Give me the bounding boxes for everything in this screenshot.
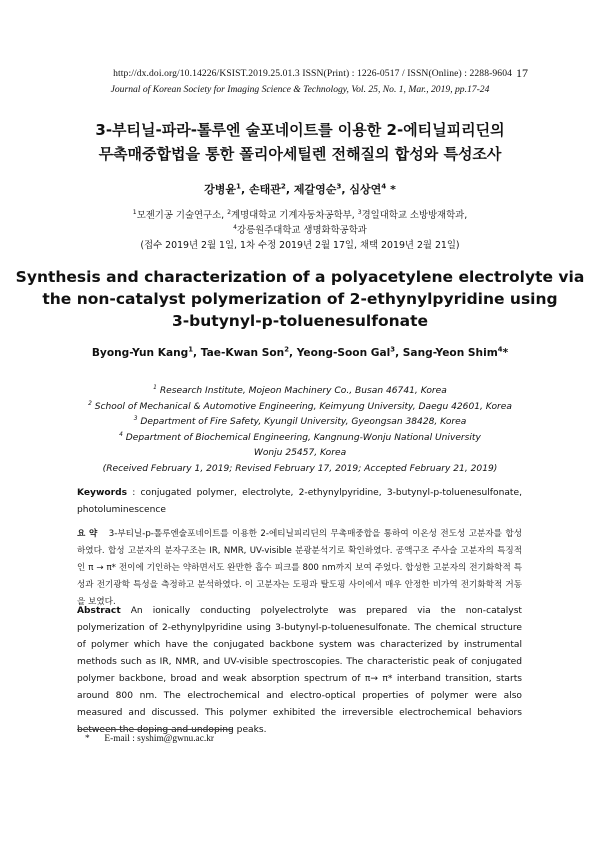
korean-affiliation-line-2: $^4$강릉원주대학교 생명화학공학과 [233,223,367,236]
author: 손태관$^2$, [249,181,294,196]
english-affiliation-3: $^3$ Department of Fire Safety, Kyungil University, Gyeongsan 38428, Korea [133,415,467,427]
english-authors [0,347,600,359]
english-affiliation-4-cont: Wonju 25457, Korea [253,448,347,458]
english-dates: (Received February 1, 2019; Revised February 17, 2019; Accepted February 21, 2019) [102,463,498,474]
english-affiliation-2: $^2$ School of Mechanical & Automotive Engineering, Keimyung University, Daegu 42601, Korea [88,400,512,412]
english-title-line-1: Synthesis and characterization of a polyacetylene electrolyte via [15,268,585,286]
doi-issn-line: http://dx.doi.org/10.14226/KSIST.2019.25.01.3 ISSN(Print) : 1226-0517 / ISSN(Online) : 2288-9604 [113,68,512,79]
korean-abstract-text: 3-부티닐-p-톨루엔술포네이트를 이용한 2-에티닐피리딘의 무촉매중합을 통하여 이온성 전도성 고분자를 합성하였다. 합성 고분자의 분자구조는 IR, NMR, UV-visible 분광분석기로 확인하였다. 공액구조 주사슬 고분자의 특징적인 π → π* 전이에 기인하는 약하면서도 완만한 흡수 피크를 800 nm까지 보여 주었다. 합성한 고분자의 전기화학적 특성과 전기광학 특성을 측정하고 분석하였다. 이 고분자는 도핑과 탈도핑 사이에서 매우 안정한 비가역 전기화학적 거동을 보였다. [77,529,522,607]
korean-authors [0,181,600,197]
abstract-text: An ionically conducting polyelectrolyte was prepared via the non-catalyst polymerization of 2-ethynylpyridine using 3-butynyl-p-toluenesulfonate. The chemical structure of polymer which have the conjugated backbone system was characterized by instrumental methods such as IR, NMR, and UV-visible spectroscopies. The characteristic peak of conjugated polymer backbone, broad and weak absorption spectrum of π→ π* interband transition, starts around 800 nm. The electrochemical and electro-optical properties of polymer were also measured and discussed. This polymer exhibited the irreversible electrochemical behaviors between the doping and undoping peaks. [77,606,522,735]
page-number: 17 [516,66,528,80]
korean-title-line-2: 무촉매중합법을 통한 폴리아세틸렌 전해질의 합성와 특성조사 [98,145,502,163]
korean-dates: (접수 2019년 2월 1일, 1차 수정 2019년 2월 17일, 채택 2019년 2월 21일) [140,240,460,251]
korean-affiliation-line-1: $^1$모젠기공 기술연구소, $^2$계명대학교 기계자동차공학부, $^3$경일대학교 소방방재학과, [132,208,468,221]
author: 제갈영순$^3$, [293,181,350,196]
author: Tae-Kwan Son$^2$, [200,345,297,359]
english-affiliation-1: $^1$ Research Institute, Mojeon Machinery Co., Busan 46741, Korea [153,384,447,396]
author: 심상연$^4$ * [349,181,396,196]
korean-abstract-label: 요 약 [77,529,98,539]
author: 강병윤$^1$, [204,181,250,196]
journal-citation: Journal of Korean Society for Imaging Science & Technology, Vol. 25, No. 1, Mar., 2019, pp.17-24 [110,84,490,95]
footnote [85,734,214,744]
footnote-marker: * [85,734,90,744]
keywords-line-2: photoluminescence [77,505,166,515]
author: Byong-Yun Kang$^1$, [91,345,201,359]
english-affiliations [0,384,600,477]
author: Sang-Yeon Shim$^4$* [402,345,509,359]
keywords-label: Keywords [77,488,128,498]
english-title [0,266,600,332]
korean-title-line-1: 3-부티닐-파라-톨루엔 술포네이트를 이용한 2-에티닐피리딘의 [95,121,505,139]
keywords-line-1: Keywords : conjugated polymer, electrolyte, 2-ethynylpyridine, 3-butynyl-p-toluenesulfonate, [77,485,522,502]
footnote-email[interactable]: E-mail : syshim@gwnu.ac.kr [104,734,215,744]
english-affiliation-4: $^4$ Department of Biochemical Engineering, Kangnung-Wonju National University [119,431,481,443]
english-abstract [77,603,522,739]
abstract-label: Abstract [77,606,121,616]
korean-affiliations [0,208,600,253]
english-title-line-2: the non-catalyst polymerization of 2-ethynylpyridine using [42,290,558,308]
korean-abstract [77,526,522,611]
korean-title [0,118,600,166]
keywords [77,485,522,519]
english-title-line-3: 3-butynyl-p-toluenesulfonate [171,312,429,330]
author: Yeong-Soon Gal$^3$, [296,345,403,359]
footnote-rule [77,729,232,730]
